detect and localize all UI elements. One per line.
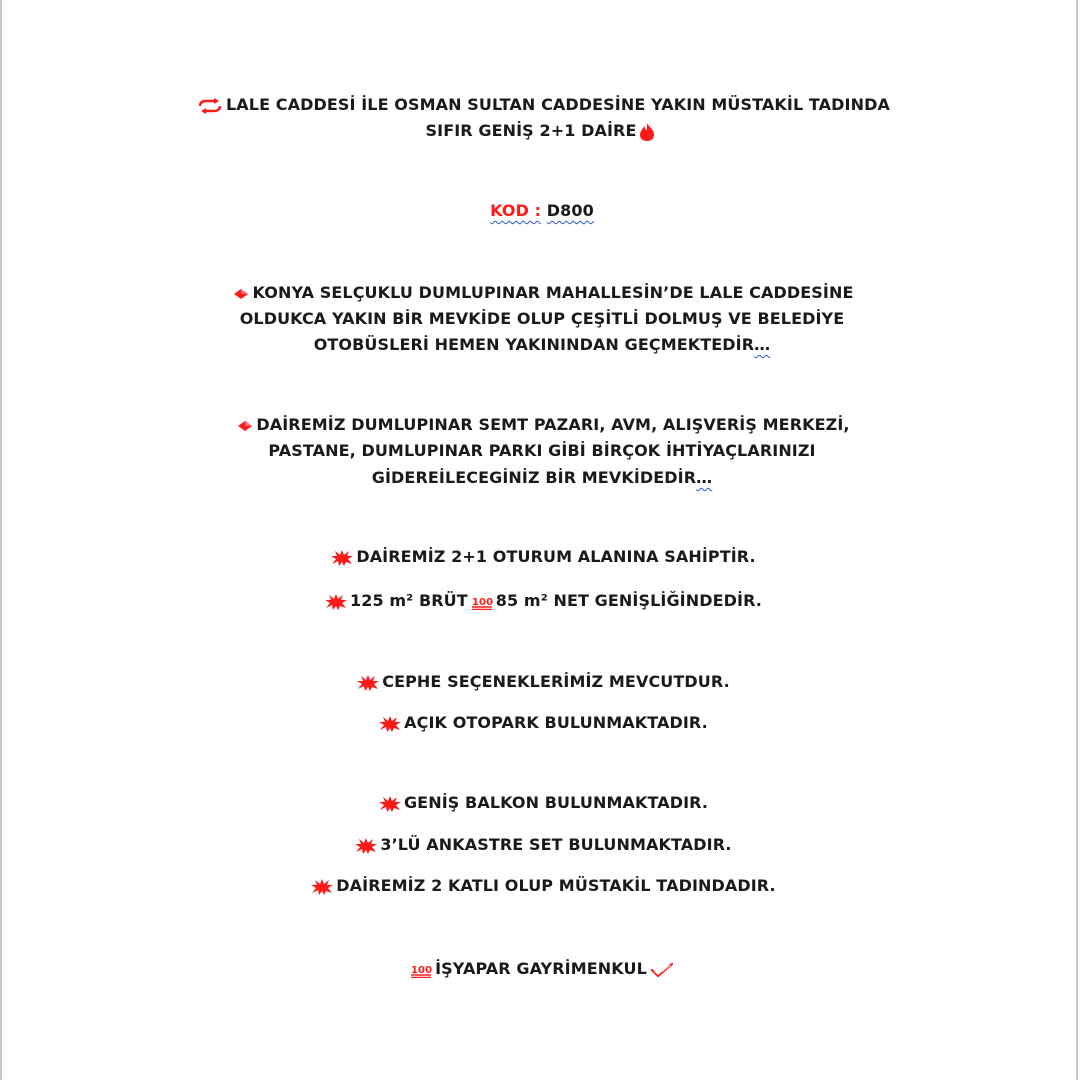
area-line bbox=[2, 590, 1080, 612]
amenities-line-3: GİDEREİLECEGİNİZ BİR MEVKİDEDİR… bbox=[371, 468, 713, 487]
net-area: 85 m² NET GENİŞLİĞİNDEDİR. bbox=[495, 591, 762, 610]
red-diamond-icon bbox=[237, 420, 253, 432]
red-burst-icon bbox=[357, 675, 379, 691]
amenities-line-1: DAİREMİZ DUMLUPINAR SEMT PAZARI, AVM, ALIŞVERİŞ MERKEZİ, bbox=[2, 414, 1080, 436]
fire-icon bbox=[639, 122, 655, 142]
headline-line-1: LALE CADDESİ İLE OSMAN SULTAN CADDESİNE YAKIN MÜSTAKİL TADINDA bbox=[2, 94, 1080, 116]
feature-item: DAİREMİZ 2 KATLI OLUP MÜSTAKİL TADINDADIR. bbox=[2, 875, 1080, 897]
location-line-3: OTOBÜSLERİ HEMEN YAKININDAN GEÇMEKTEDİR… bbox=[313, 335, 771, 354]
company-name: İŞYAPAR GAYRİMENKUL bbox=[435, 959, 647, 978]
company-signature bbox=[2, 958, 1080, 980]
red-burst-icon bbox=[311, 879, 333, 895]
svg-text:100: 100 bbox=[411, 964, 433, 976]
svg-text:100: 100 bbox=[471, 596, 493, 608]
red-burst-icon bbox=[331, 550, 353, 566]
feature-item: 3’LÜ ANKASTRE SET BULUNMAKTADIR. bbox=[2, 834, 1080, 856]
check-mark-icon bbox=[650, 962, 674, 978]
headline-line-2: SIFIR GENİŞ 2+1 DAİRE bbox=[2, 120, 1080, 142]
gross-area: 125 m² BRÜT bbox=[350, 591, 468, 610]
feature-item: AÇIK OTOPARK BULUNMAKTADIR. bbox=[2, 712, 1080, 734]
amenities-line-2: PASTANE, DUMLUPINAR PARKI GİBİ BİRÇOK İHTİYAÇLARINIZI bbox=[268, 441, 816, 460]
red-burst-icon bbox=[355, 838, 377, 854]
location-line-2: OLDUKCA YAKIN BİR MEVKİDE OLUP ÇEŞİTLİ DOLMUŞ VE BELEDİYE bbox=[239, 309, 845, 328]
listing-code bbox=[2, 200, 1080, 222]
feature-item: GENİŞ BALKON BULUNMAKTADIR. bbox=[2, 792, 1080, 814]
code-label: KOD : bbox=[490, 201, 542, 220]
red-burst-icon bbox=[325, 594, 347, 610]
feature-item: CEPHE SEÇENEKLERİMİZ MEVCUTDUR. bbox=[2, 671, 1080, 693]
red-burst-icon bbox=[379, 796, 401, 812]
location-line-1: KONYA SELÇUKLU DUMLUPINAR MAHALLESİN’DE LALE CADDESİNE bbox=[2, 282, 1080, 304]
feature-item: DAİREMİZ 2+1 OTURUM ALANINA SAHİPTİR. bbox=[2, 546, 1080, 568]
red-diamond-icon bbox=[233, 288, 249, 300]
hundred-points-icon bbox=[471, 594, 493, 610]
repeat-arrows-icon bbox=[197, 98, 223, 114]
hundred-points-icon bbox=[410, 962, 432, 978]
red-burst-icon bbox=[379, 716, 401, 732]
code-value: D800 bbox=[546, 201, 594, 220]
